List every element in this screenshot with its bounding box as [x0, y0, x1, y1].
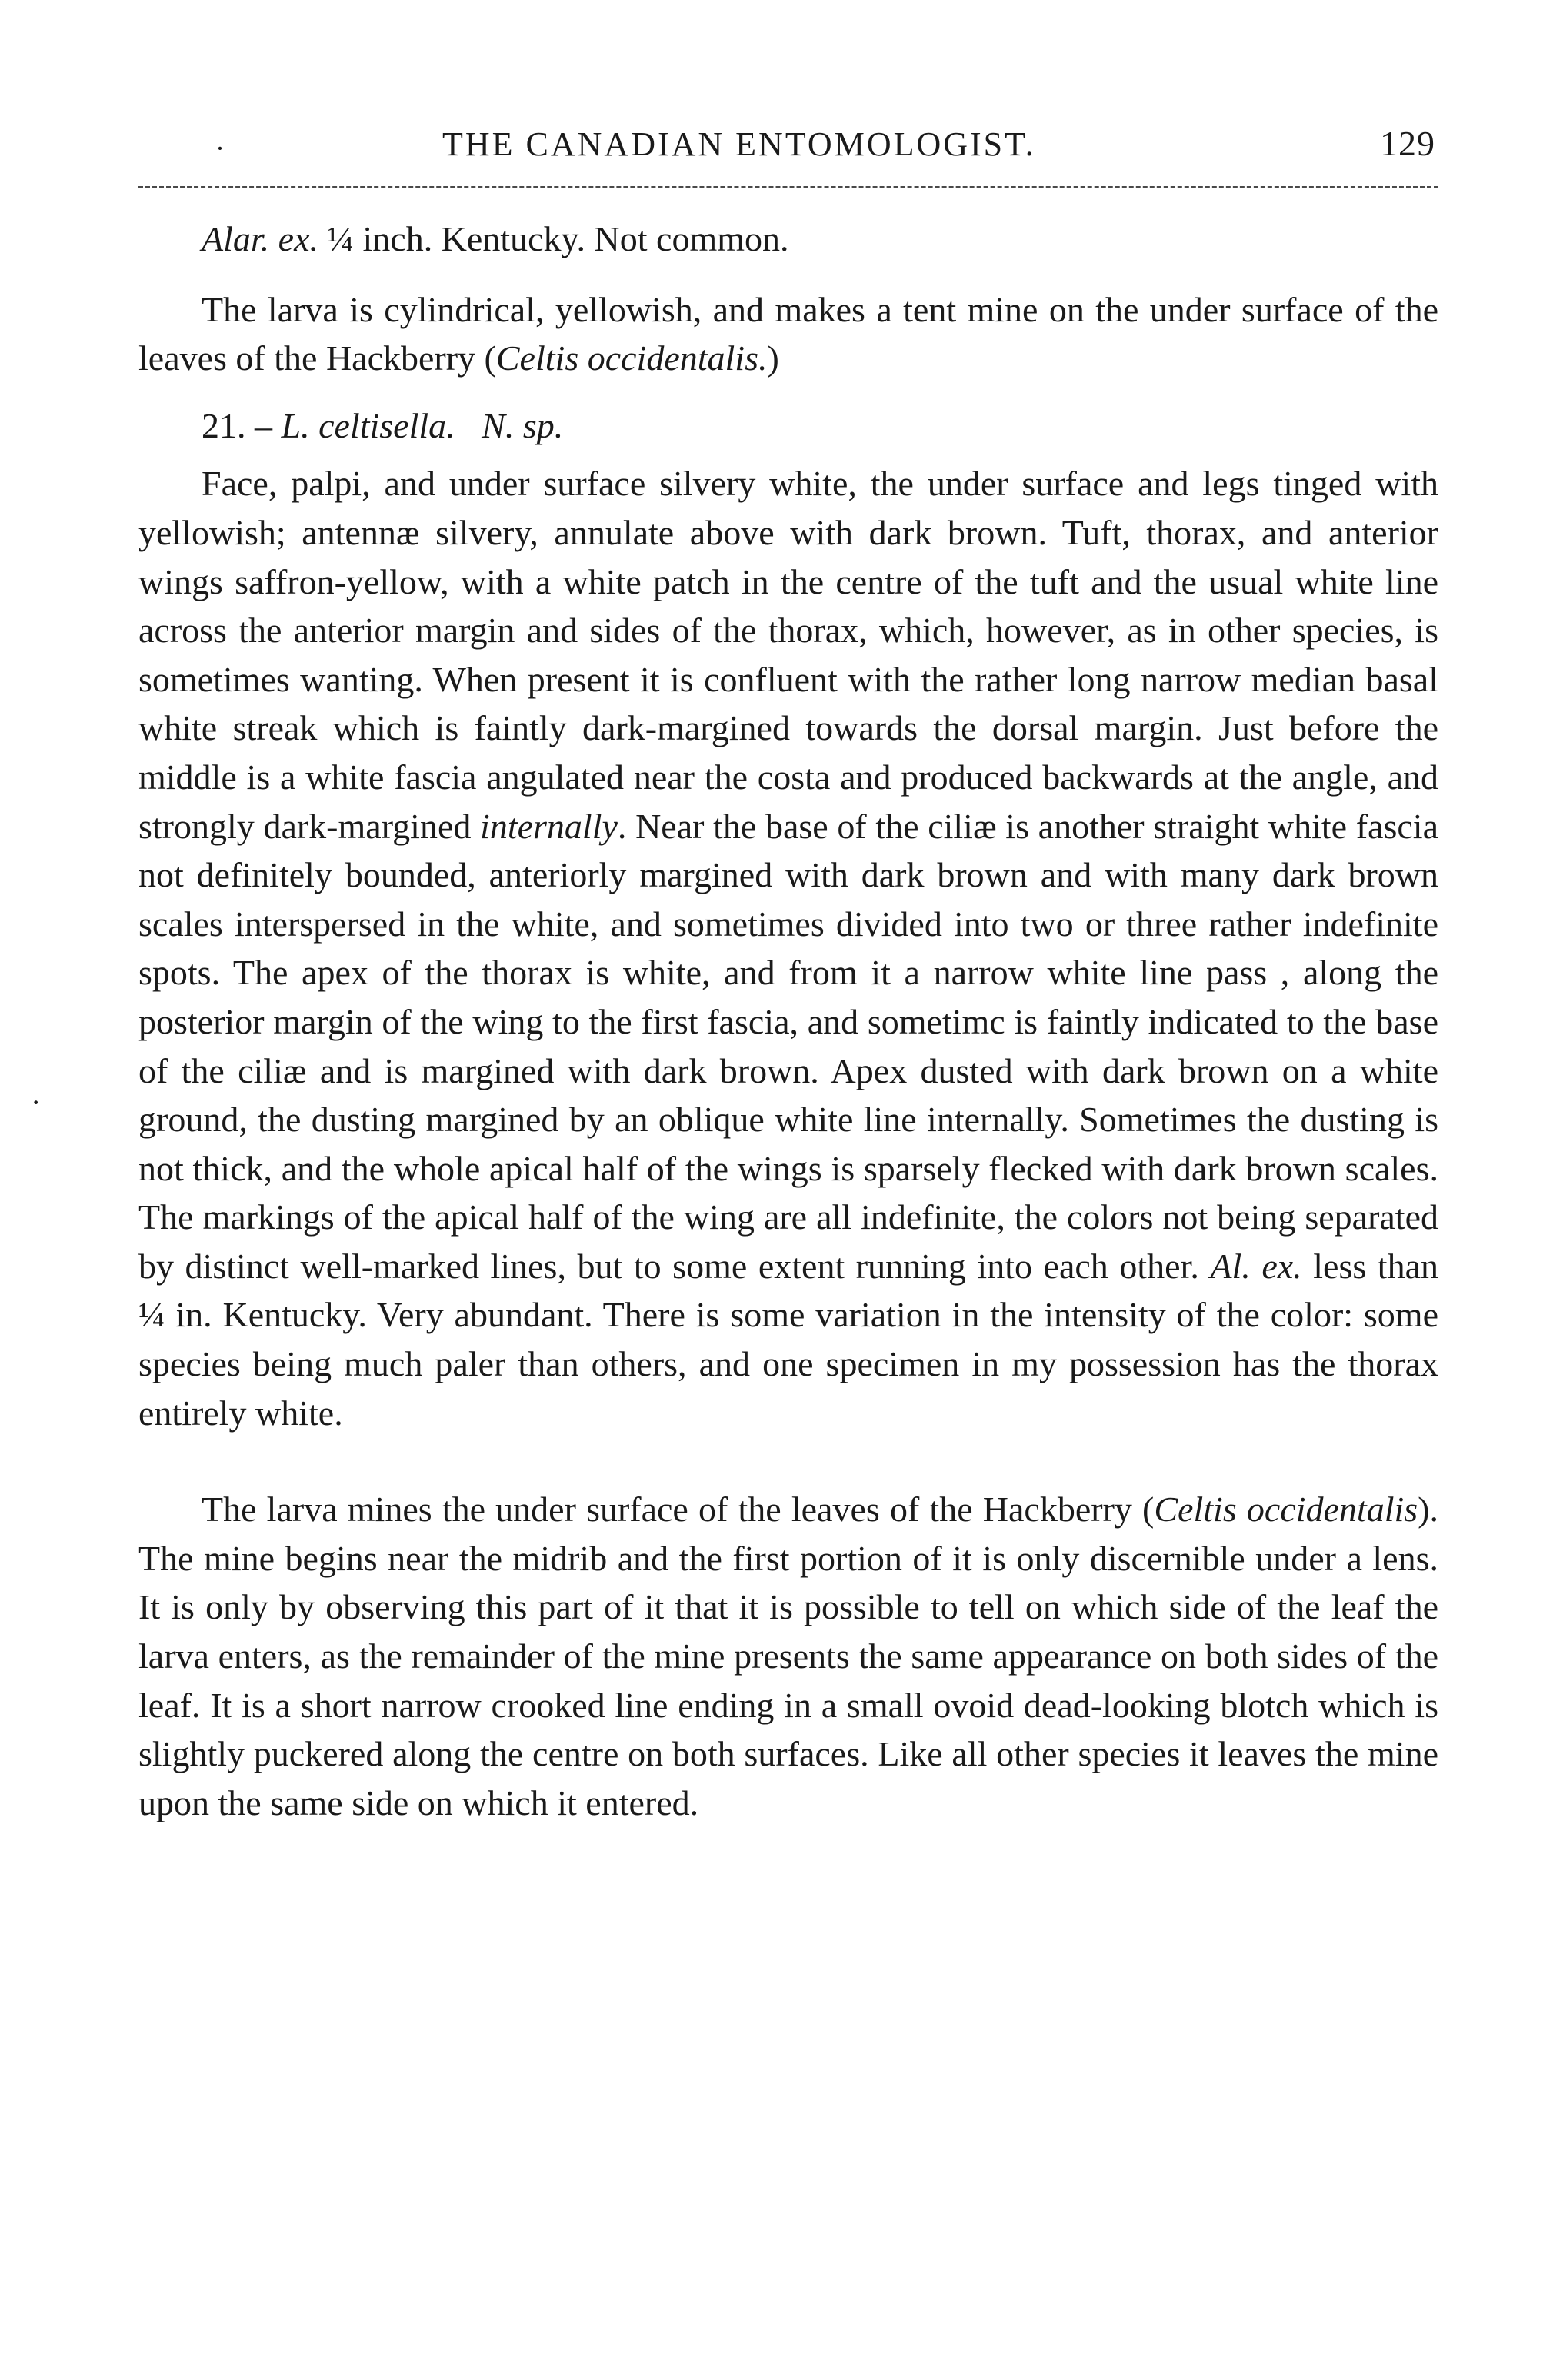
- larva-close-1: ): [767, 338, 779, 378]
- alex-abbrev: Al. ex.: [1210, 1246, 1302, 1286]
- description-paragraph: [138, 459, 1438, 1437]
- margin-mark: ·: [31, 1085, 42, 1120]
- latin-name-2: Celtis occidentalis: [1154, 1490, 1418, 1530]
- species-number: 21. –: [202, 405, 282, 445]
- measurement-rest: ¼ inch. Kentucky. Not common.: [318, 219, 789, 258]
- page-number: 129: [1380, 124, 1435, 163]
- larva-text-2a: The larva mines the under surface of the leaves of the Hackberry (: [202, 1490, 1155, 1530]
- species-heading: [138, 401, 1438, 451]
- species-status: N. sp.: [482, 405, 564, 445]
- latin-name-1: Celtis occidentalis.: [495, 338, 768, 378]
- description-text-2: . Near the base of the ciliæ is another straight white fascia not definitely bounded, anteriorly margined with dark brown and with many dark brown scales interspersed in the white, and sometimes divided into two or three rather indefinite spots. The apex of the thorax is white, and from it a narrow white line pass , along the posterior margin of the wing to the first fascia, and sometimc is faintly indicated to the base of the ciliæ and is margined with dark brown. Apex dusted with dark brown on a white ground, the dusting margined by an oblique white line internally. Sometimes the dusting is not thick, and the whole apical half of the wings is sparsely flecked with dark brown scales. The markings of the apical half of the wing are all indefinite, the colors not being separated by distinct well-marked lines, but to some extent running into each other.: [138, 806, 1438, 1286]
- internally-word: internally: [480, 806, 618, 846]
- description-text-3: less than ¼ in. Kentucky. Very abundant. There is some variation in the intensity of the color: some species being much paler than others, and one specimen in my possession has the thorax entirely white.: [138, 1246, 1438, 1433]
- page: [138, 115, 1438, 1827]
- header-dot: ·: [215, 133, 227, 164]
- larva-paragraph-1: [138, 285, 1438, 383]
- larva-text-1: The larva is cylindrical, yellowish, and makes a tent mine on the under surface of the leaves of the Hackberry (: [138, 289, 1438, 378]
- measurement-line: [138, 215, 1438, 264]
- description-text-1: Face, palpi, and under surface silvery white, the under surface and legs tinged with yellowish; antennæ silvery, annulate above with dark brown. Tuft, thorax, and anterior wings saffron-yellow, with a white patch in the centre of the tuft and the usual white line across the anterior margin and sides of the thorax, which, however, as in other species, is sometimes wanting. When present it is confluent with the rather long narrow median basal white streak which is faintly dark-margined towards the dorsal margin. Just before the middle is a white fascia angulated near the costa and produced backwards at the angle, and strongly dark-margined: [138, 464, 1438, 846]
- running-head: [138, 115, 1438, 169]
- larva-paragraph-2: [138, 1485, 1438, 1827]
- alar-abbrev: Alar. ex.: [202, 219, 319, 258]
- running-title: THE CANADIAN ENTOMOLOGIST.: [442, 125, 1036, 163]
- species-name: L. celtisella.: [281, 405, 455, 445]
- header-rule: [138, 186, 1438, 188]
- larva-text-2b: ). The mine begins near the midrib and the first portion of it is only discernible under a lens. It is only by observing this part of it that it is possible to tell on which side of the leaf the larva enters, as the remainder of the mine presents the same appearance on both sides of the leaf. It is a short narrow crooked line ending in a small ovoid dead-looking blotch which is slightly puckered along the centre on both surfaces. Like all other species it leaves the mine upon the same side on which it entered.: [138, 1490, 1438, 1822]
